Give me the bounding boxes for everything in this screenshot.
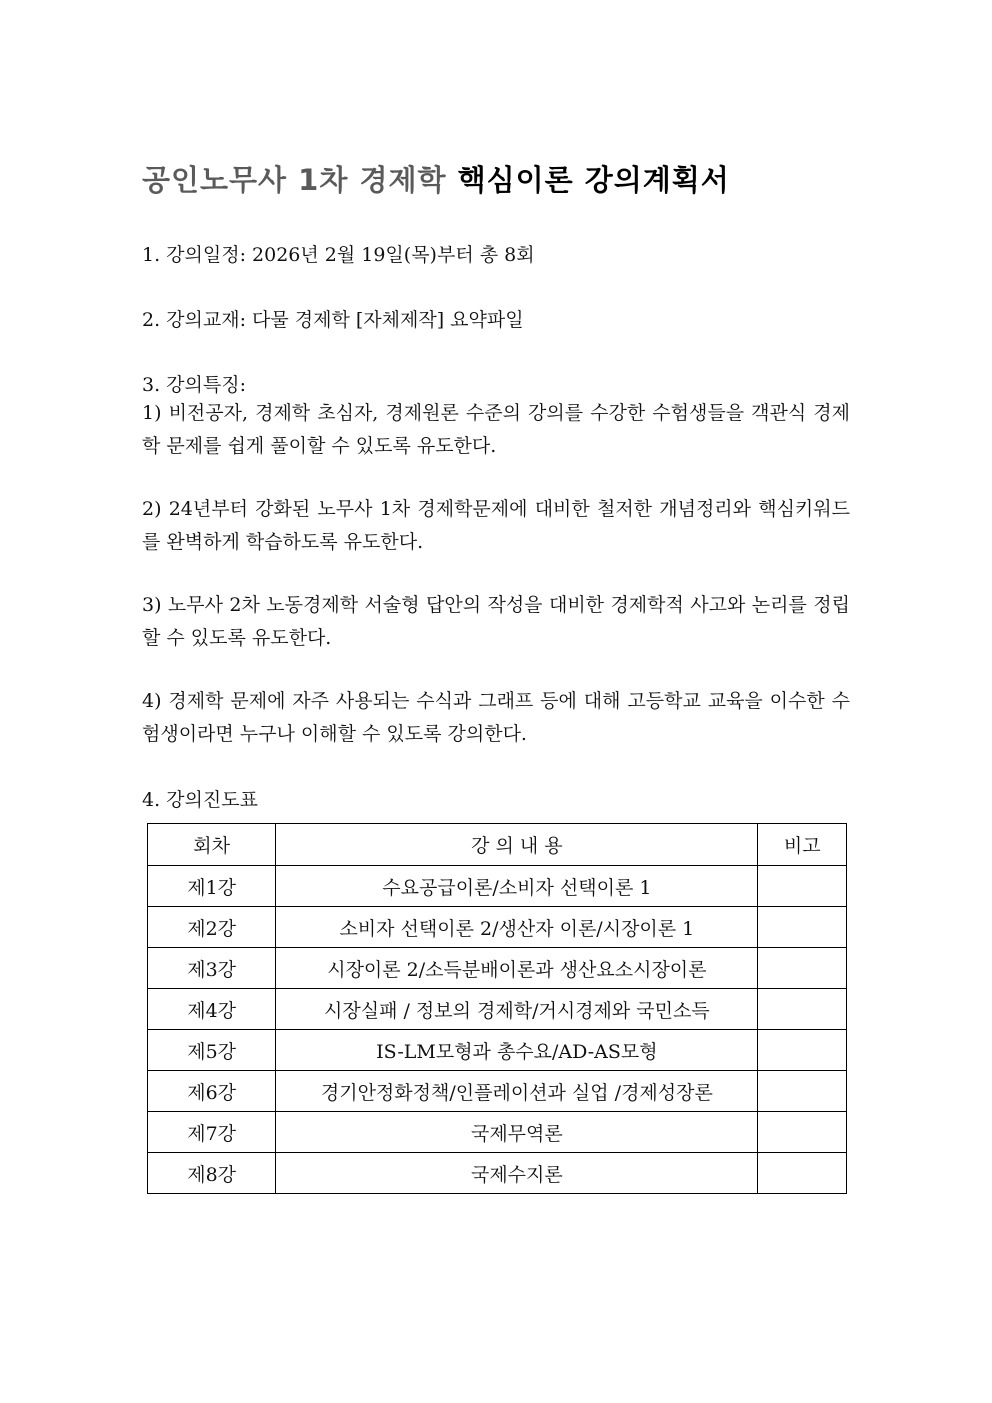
table-row [148, 948, 847, 989]
schedule-line: 1. 강의일정: 2026년 2월 19일(목)부터 총 8회 [142, 244, 535, 266]
row-no: 제1강 [148, 866, 276, 907]
row-note [758, 1071, 847, 1112]
table-row [148, 1030, 847, 1071]
table-row [148, 907, 847, 948]
row-no: 제2강 [148, 907, 276, 948]
row-no: 제4강 [148, 989, 276, 1030]
table-row [148, 1112, 847, 1153]
title-part-1: 공인노무사 1차 경제학 [142, 163, 458, 197]
row-no: 제8강 [148, 1153, 276, 1194]
feature-item-3: 3) 노무사 2차 노동경제학 서술형 답안의 작성을 대비한 경제학적 사고와 논리를 정립할 수 있도록 유도한다. [142, 594, 850, 649]
table-row [148, 989, 847, 1030]
header-content: 강 의 내 용 [276, 824, 758, 866]
row-content: 국제수지론 [276, 1153, 758, 1194]
row-content: 경기안정화정책/인플레이션과 실업 /경제성장론 [276, 1071, 758, 1112]
row-content: 시장이론 2/소득분배이론과 생산요소시장이론 [276, 948, 758, 989]
row-note [758, 948, 847, 989]
progress-table [147, 823, 847, 1194]
table-header-row [148, 824, 847, 866]
page-title [142, 158, 730, 199]
row-note [758, 1112, 847, 1153]
row-note [758, 1030, 847, 1071]
textbook-line: 2. 강의교재: 다물 경제학 [자체제작] 요약파일 [142, 309, 524, 331]
row-note [758, 989, 847, 1030]
row-content: 소비자 선택이론 2/생산자 이론/시장이론 1 [276, 907, 758, 948]
title-part-2: 핵심이론 강의계획서 [457, 163, 730, 197]
table-row [148, 1153, 847, 1194]
row-content: 수요공급이론/소비자 선택이론 1 [276, 866, 758, 907]
row-no: 제6강 [148, 1071, 276, 1112]
row-note [758, 1153, 847, 1194]
header-note: 비고 [758, 824, 847, 866]
row-no: 제7강 [148, 1112, 276, 1153]
row-note [758, 907, 847, 948]
row-content: 국제무역론 [276, 1112, 758, 1153]
features-heading: 3. 강의특징: [142, 374, 246, 396]
row-content: 시장실패 / 정보의 경제학/거시경제와 국민소득 [276, 989, 758, 1030]
row-note [758, 866, 847, 907]
table-row [148, 1071, 847, 1112]
table-row [148, 866, 847, 907]
header-no: 회차 [148, 824, 276, 866]
progress-heading: 4. 강의진도표 [142, 789, 258, 811]
feature-item-2: 2) 24년부터 강화된 노무사 1차 경제학문제에 대비한 철저한 개념정리와 핵심키워드를 완벽하게 학습하도록 유도한다. [142, 498, 850, 553]
row-no: 제3강 [148, 948, 276, 989]
row-no: 제5강 [148, 1030, 276, 1071]
feature-item-1: 1) 비전공자, 경제학 초심자, 경제원론 수준의 강의를 수강한 수험생들을 객관식 경제학 문제를 쉽게 풀이할 수 있도록 유도한다. [142, 402, 850, 457]
feature-item-4: 4) 경제학 문제에 자주 사용되는 수식과 그래프 등에 대해 고등학교 교육을 이수한 수험생이라면 누구나 이해할 수 있도록 강의한다. [142, 690, 850, 745]
row-content: IS-LM모형과 총수요/AD-AS모형 [276, 1030, 758, 1071]
